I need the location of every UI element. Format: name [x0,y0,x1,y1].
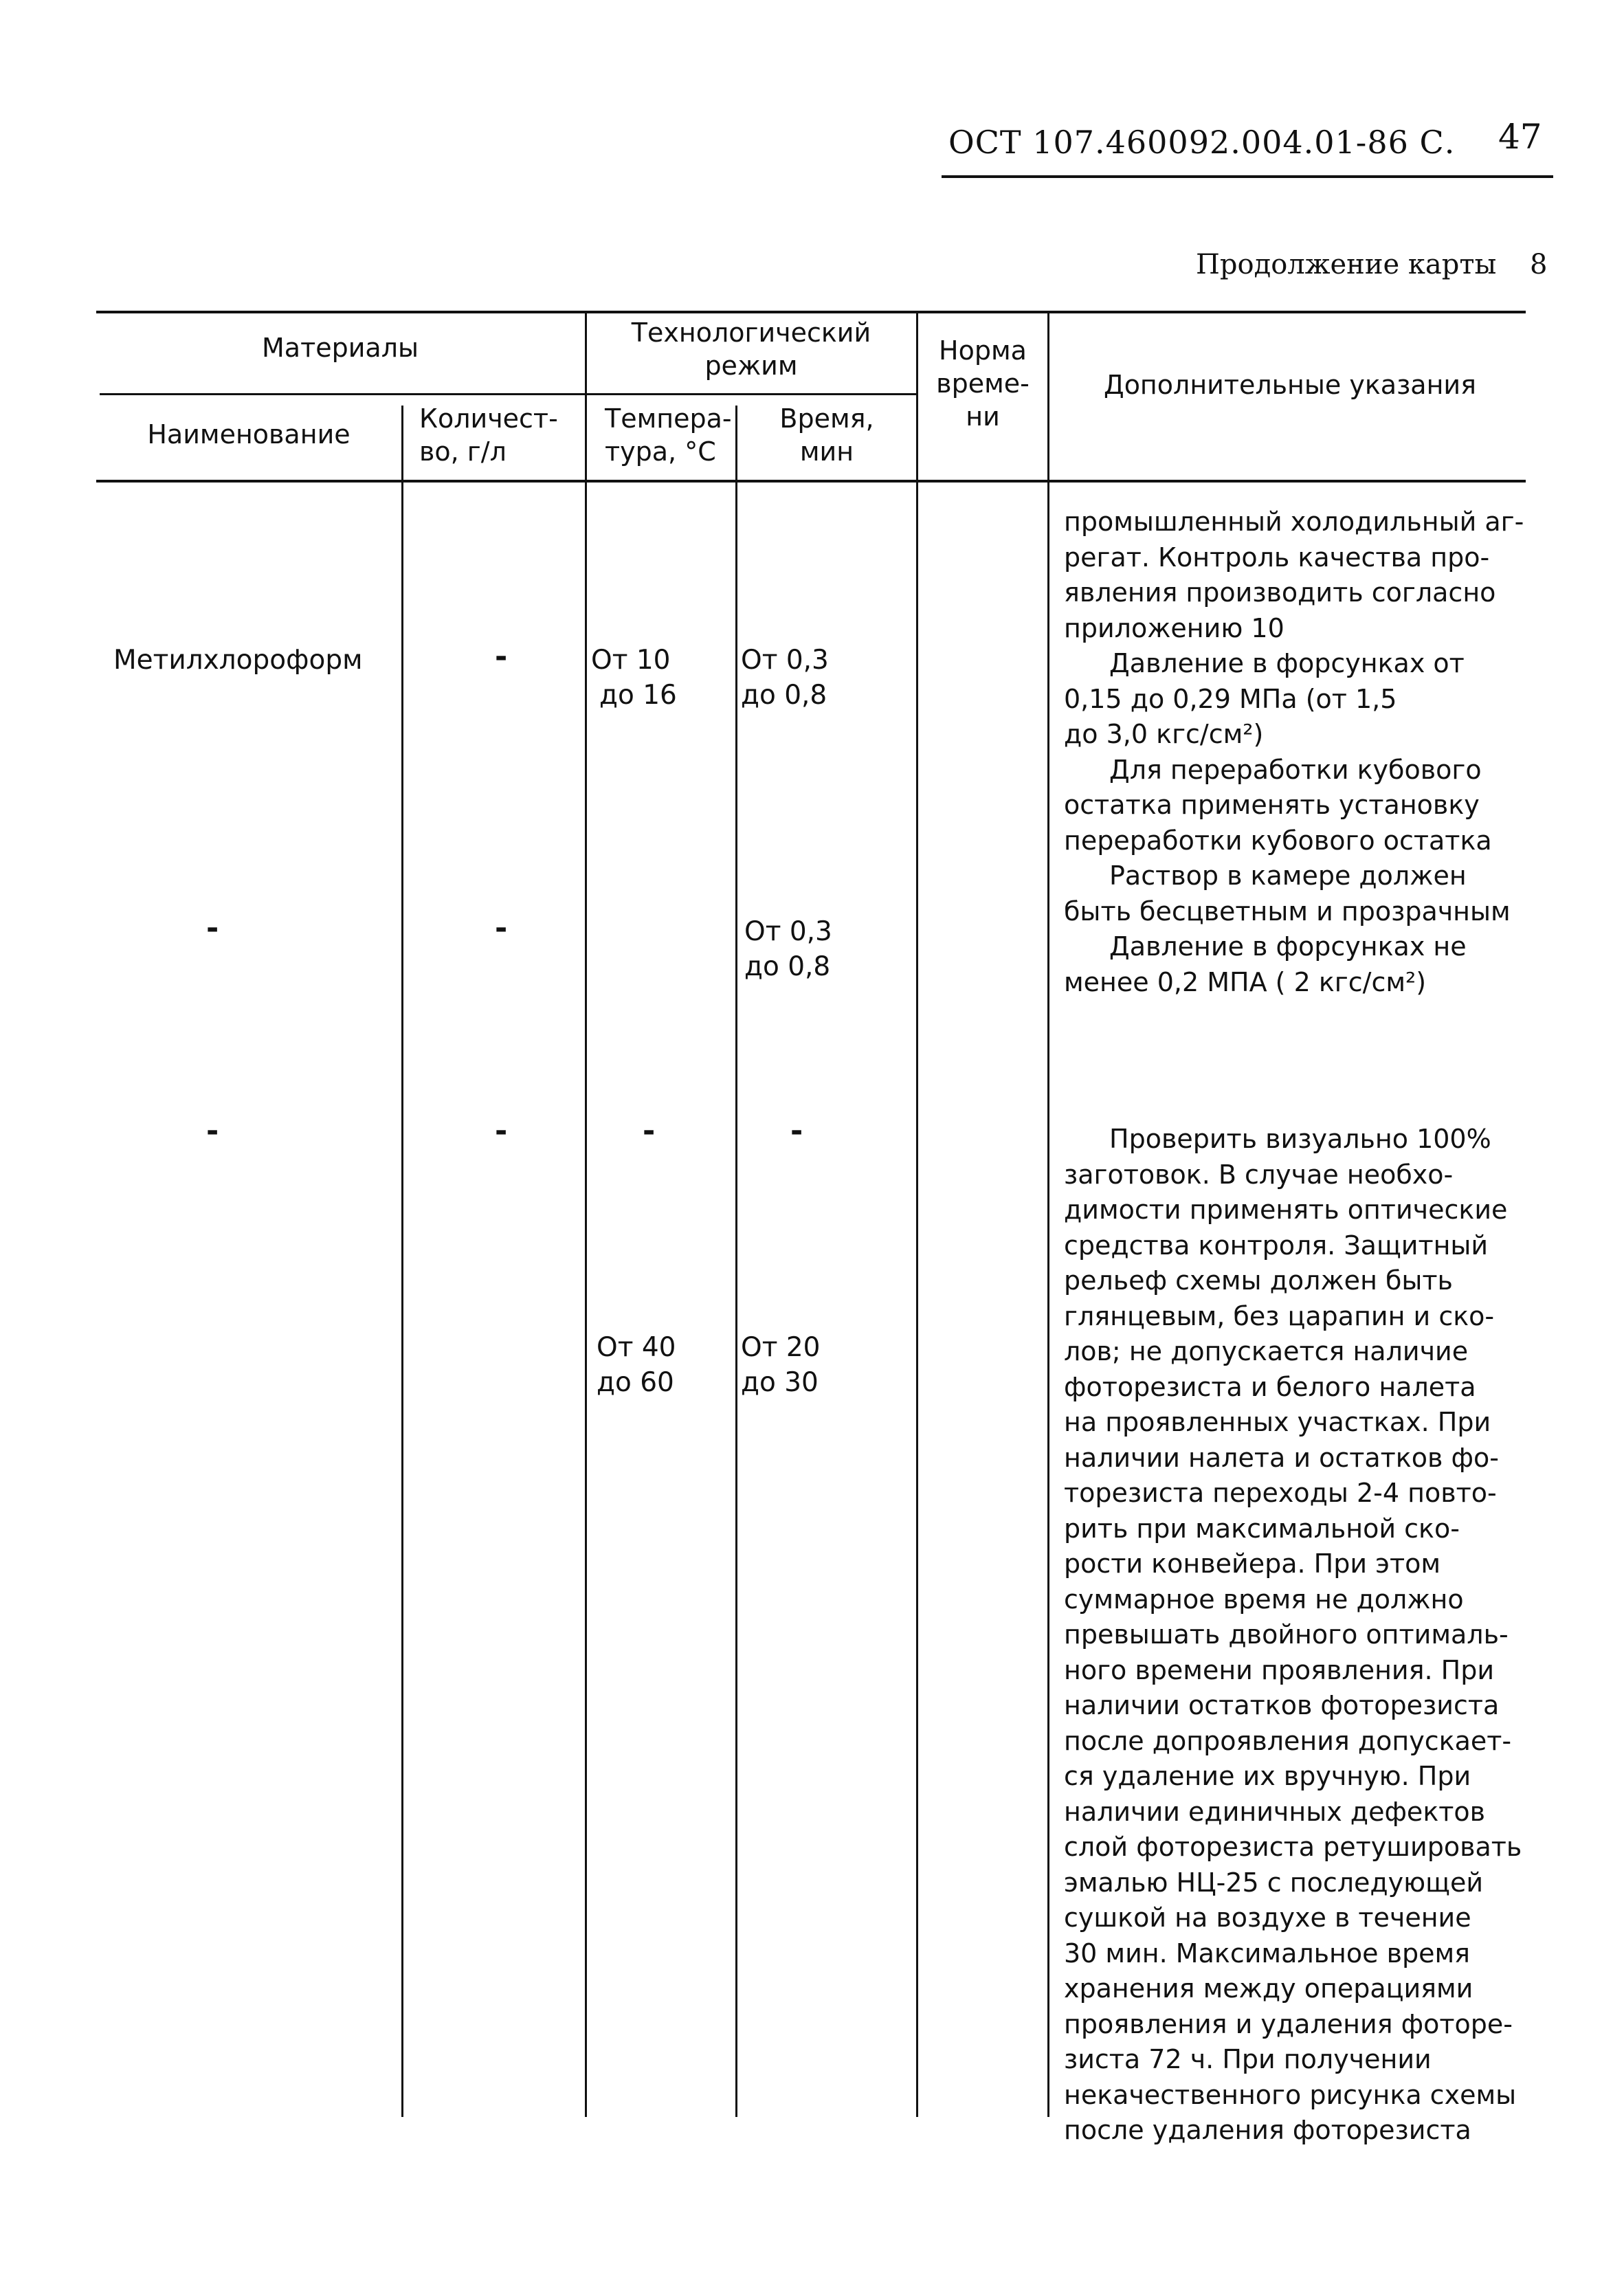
head-temp-line2: тура, °С [605,436,716,467]
note-line: лов; не допускается наличие [1064,1336,1469,1366]
note-line: быть бесцветным и прозрачным [1064,896,1511,927]
head-norm-line3: ни [966,401,1000,432]
head-norm-line1: Норма [939,335,1027,366]
note-line: ся удаление их вручную. При [1064,1761,1471,1791]
col-divider-qty [401,406,403,2117]
note-line: хранения между операциями [1064,1973,1473,2004]
head-mid-rule [100,393,917,395]
continuation-label [1196,249,1547,280]
note-line: менее 0,2 МПА ( 2 кгс/см²) [1064,966,1427,997]
note-line: торезиста переходы 2-4 повто- [1064,1478,1497,1508]
note-line: на проявленных участках. При [1064,1407,1491,1437]
row1-temp-from: От 10 [591,645,671,676]
note-line: сушкой на воздухе в течение [1064,1903,1471,1933]
note-line: регат. Контроль качества про- [1064,542,1490,573]
note-line: димости применять оптические [1064,1195,1508,1225]
head-temp [605,402,742,468]
note-line: превышать двойного оптималь- [1064,1619,1509,1650]
row4-temp-to: до 60 [597,1367,674,1398]
notes-block-1 [1064,505,1552,1000]
note-line: рельеф схемы должен быть [1064,1265,1453,1296]
note-line: наличии остатков фоторезиста [1064,1690,1500,1720]
head-time-line1: Время, [779,403,874,434]
note-line: приложению 10 [1064,612,1284,643]
col-divider-temp [585,313,587,2117]
head-temp-line1: Темпера- [605,403,732,434]
note-line: зиста 72 ч. При получении [1064,2044,1432,2074]
note-line: некачественного рисунка схемы [1064,2079,1517,2110]
note-line: 0,15 до 0,29 МПа (от 1,5 [1064,683,1397,714]
continuation-text: Продолжение карты [1196,249,1497,280]
note-line: заготовок. В случае необхо- [1064,1159,1454,1190]
doc-code: ОСТ 107.460092.004.01-86 С. [948,124,1456,161]
note-line: рить при максимальной ско- [1064,1513,1460,1544]
head-tech-mode [587,316,915,382]
note-line: 30 мин. Максимальное время [1064,1938,1471,1969]
head-notes: Дополнительные указания [1104,370,1476,400]
head-time [737,402,916,468]
row2-time-from: От 0,3 [744,916,832,947]
row1-qty: - [495,639,508,674]
head-qty-line2: во, г/л [419,436,507,467]
note-line: суммарное время не должно [1064,1584,1464,1615]
note-line: рости конвейера. При этом [1064,1549,1441,1579]
head-name: Наименование [147,419,351,450]
head-qty [419,402,584,468]
note-line: Раствор в камере должен [1109,861,1467,891]
notes-block-2 [1064,1122,1552,2149]
note-line: Давление в форсунках от [1109,648,1465,678]
header-rule [942,175,1553,178]
note-line: Проверить визуально 100% [1109,1124,1491,1154]
row4-temp-from: От 40 [597,1332,676,1363]
row1-time [741,643,829,713]
row4-time-to: до 30 [741,1367,819,1398]
page-number: 47 [1498,117,1542,157]
note-line: Давление в форсунках не [1109,931,1467,962]
note-line: промышленный холодильный аг- [1064,507,1524,537]
note-line: ного времени проявления. При [1064,1654,1495,1685]
row4-time-from: От 20 [741,1332,821,1363]
row4-temp [597,1330,676,1400]
row1-name: Метилхлороформ [113,645,363,676]
head-materials: Материалы [262,333,419,363]
note-line: Для переработки кубового [1109,754,1482,785]
row1-time-from: От 0,3 [741,645,829,676]
head-bottom-rule [96,480,1526,483]
row3-time: - [790,1113,803,1149]
note-line: проявления и удаления фоторе- [1064,2008,1513,2039]
note-line: явления производить согласно [1064,577,1496,608]
col-divider-norm [916,313,918,2117]
note-line: наличии единичных дефектов [1064,1796,1486,1827]
note-line: фоторезиста и белого налета [1064,1371,1476,1402]
note-line: переработки кубового остатка [1064,825,1492,856]
head-qty-line1: Количест- [419,403,558,434]
head-tech-mode-line2: режим [704,351,798,381]
note-line: эмалью НЦ-25 с последующей [1064,1867,1484,1898]
row1-time-to: до 0,8 [741,680,827,711]
note-line: после удаления фоторезиста [1064,2115,1471,2145]
head-tech-mode-line1: Технологический [631,318,871,348]
note-line: после допроявления допускает- [1064,1725,1512,1756]
row2-qty: - [495,911,508,946]
head-norm [918,334,1047,433]
row1-temp-to: до 16 [599,680,677,711]
row2-time-to: до 0,8 [744,951,831,982]
row3-temp: - [643,1113,656,1149]
row4-time [741,1330,820,1400]
head-norm-line2: време- [936,368,1030,399]
row3-qty: - [495,1113,508,1149]
note-line: остатка применять установку [1064,790,1480,820]
note-line: наличии налета и остатков фо- [1064,1442,1499,1473]
card-number: 8 [1530,249,1548,280]
row1-temp [591,643,677,713]
note-line: слой фоторезиста ретушировать [1064,1832,1522,1862]
note-line: глянцевым, без царапин и ско- [1064,1300,1495,1331]
row2-time [744,914,832,984]
table-top-rule [96,311,1526,313]
note-line: до 3,0 кгс/см²) [1064,719,1264,749]
row3-name: - [206,1113,219,1149]
note-line: средства контроля. Защитный [1064,1230,1489,1261]
head-time-line2: мин [799,436,854,467]
col-divider-notes [1047,313,1049,2117]
row2-name: - [206,911,219,946]
col-divider-time [735,406,737,2117]
